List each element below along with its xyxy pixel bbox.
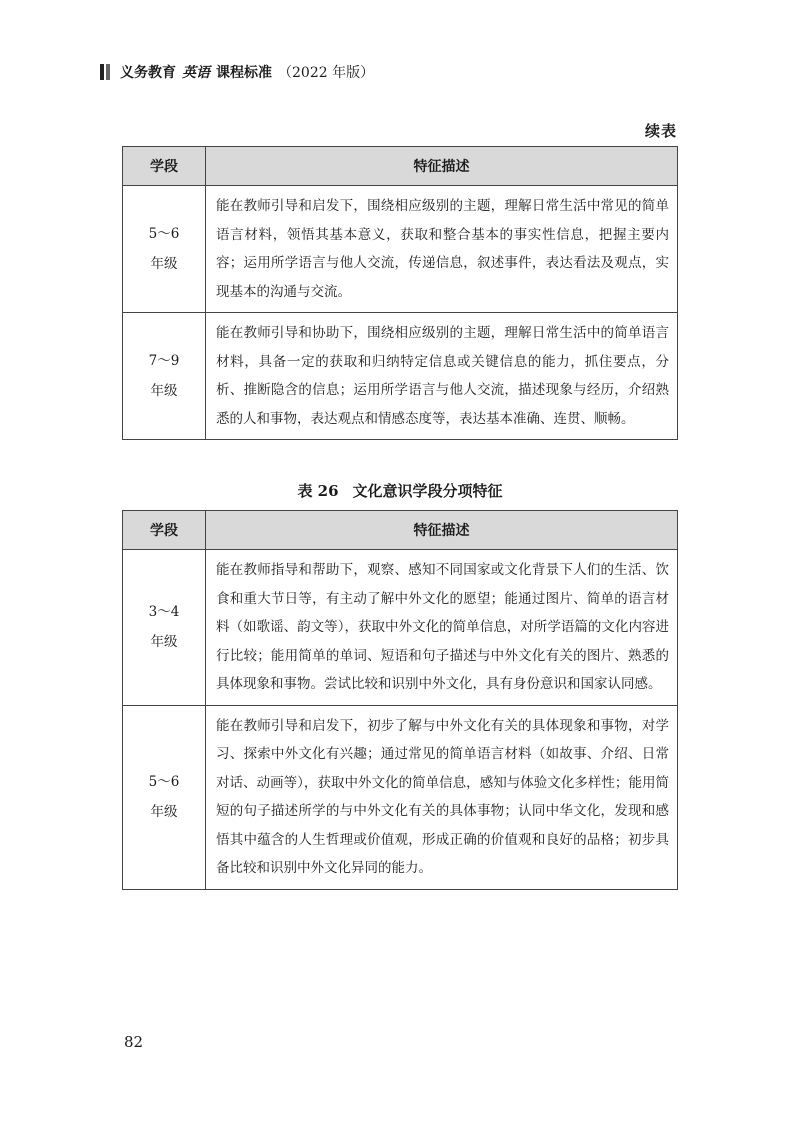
table-row [123,705,678,889]
stage-range: 5～6 [148,774,180,790]
table-row [123,313,678,440]
page-number: 82 [124,1033,144,1051]
description-cell: 能在教师引导和启发下，初步了解与中外文化有关的具体现象和事物，对学习、探索中外文化有兴趣；通过常见的简单语言材料（如故事、介绍、日常对话、动画等），获取中外文化的简单信息，感知与体验文化多样性；能用简短的句子描述所学的与中外文化有关的具体事物；认同中华文化，发现和感悟其中蕴含的人生哲理或价值观，形成正确的价值观和良好的品格；初步具备比较和识别中外文化异同的能力。 [206,705,678,889]
column-header-stage: 学段 [123,511,206,550]
table-caption-title: 文化意识学段分项特征 [352,482,503,500]
stage-grade: 年级 [150,256,178,272]
table-row [123,186,678,313]
description-cell: 能在教师引导和协助下，围绕相应级别的主题，理解日常生活中的简单语言材料，具备一定的获取和归纳特定信息或关键信息的能力，抓住要点，分析、推断隐含的信息；运用所学语言与他人交流，描述现象与经历，介绍熟悉的人和事物，表达观点和情感态度等，表达基本准确、连贯、顺畅。 [206,313,678,440]
table-cultural-awareness [122,510,678,890]
header-subject: 英语 [182,65,210,81]
stage-cell [123,313,206,440]
header-edition: （2022 年版） [278,65,375,81]
table-header-row [123,147,678,186]
stage-cell [123,186,206,313]
column-header-description: 特征描述 [206,511,678,550]
stage-grade: 年级 [150,383,178,399]
running-header [100,62,374,82]
stage-grade: 年级 [150,634,178,651]
header-bars-icon [100,64,110,80]
continued-label: 续表 [644,122,677,140]
table-header-row [123,511,678,550]
column-header-description: 特征描述 [206,147,678,186]
table-row [123,550,678,706]
stage-cell [123,550,206,706]
table-language-ability [122,146,678,440]
stage-range: 3～4 [148,604,180,621]
table-caption [0,480,800,501]
stage-cell [123,705,206,889]
stage-range: 7～9 [148,353,180,369]
stage-range: 5～6 [148,226,180,242]
header-title-right: 课程标准 [216,65,272,81]
stage-grade: 年级 [150,804,178,820]
header-title: 义务教育 [120,65,176,81]
table-caption-number: 表 26 [297,482,339,500]
description-cell: 能在教师引导和启发下，围绕相应级别的主题，理解日常生活中常见的简单语言材料，领悟其基本意义，获取和整合基本的事实性信息，把握主要内容；运用所学语言与他人交流，传递信息，叙述事件，表达看法及观点，实现基本的沟通与交流。 [206,186,678,313]
description-cell: 能在教师指导和帮助下，观察、感知不同国家或文化背景下人们的生活、饮食和重大节日等，有主动了解中外文化的愿望；能通过图片、简单的语言材料（如歌谣、韵文等），获取中外文化的简单信息，对所学语篇的文化内容进行比较；能用简单的单词、短语和句子描述与中外文化有关的图片、熟悉的具体现象和事物。尝试比较和识别中外文化，具有身份意识和国家认同感。 [206,550,678,706]
column-header-stage: 学段 [123,147,206,186]
